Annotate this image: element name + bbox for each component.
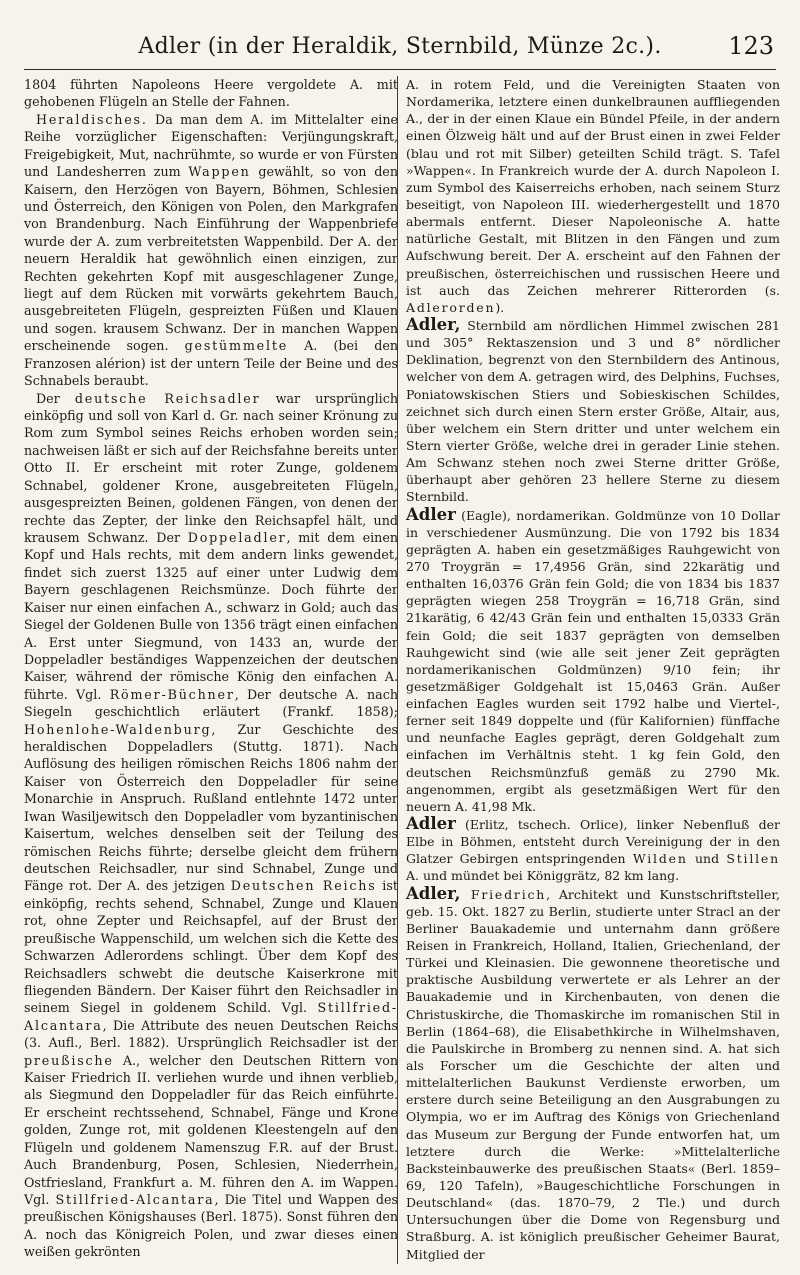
- reference-author: Stillfried-Alcantara: [55, 1192, 215, 1207]
- cross-reference: Adlerorden: [406, 299, 496, 315]
- text: Da man dem A. im Mittelalter eine Reihe vorzüglicher Eigenschaften: Verjüngungskraft, Freigebigkeit, Mut, nachrühmte, so wurde er von Fürsten und Landesherren zum: [24, 111, 398, 180]
- term: Wappen: [188, 164, 251, 180]
- term: Heraldisches.: [36, 111, 148, 127]
- term: gestümmelte: [184, 338, 289, 354]
- text: , Die Titel und Wappen des preußischen Königshauses (Berl. 1875). Sonst führen den A. noch das Königreich Polen, und zwar dieses einen weißen gekrönten: [24, 1192, 398, 1260]
- first-name: Friedrich: [460, 886, 547, 902]
- text: A. in rotem Feld, und die Vereinigten Staaten von Nordamerika, letztere einen dunkelbraunen auffliegenden A., der in der einen Klaue ein Bündel Pfeile, in der andern einen Ölzweig hält und auf der Brust einen in zwei Felder (blau und rot mit Silber) geteilten Schild trägt. S. Tafel »Wappen«. In Frankreich wurde der A. durch Napoleon I. zum Symbol des Kaiserreichs erhoben, nach seinem Sturz beseitigt, von Napoleon III. wiederhergestellt und 1870 abermals entfernt. Dieser Napoleonische A. hatte natürliche Gestalt, mit Blitzen in den Fängen und zum Aufschwung bereit. Der A. erscheint auf den Fahnen der preußischen, österreichischen und russischen Heere und ist auch das Zeichen mehrerer Ritterorden (s.: [406, 77, 780, 298]
- text: 1804 führten Napoleons Heere vergoldete A. mit gehobenen Flügeln an Stelle der Fahnen.: [24, 77, 398, 110]
- text: A. (bei den Franzosen alérion) ist der untern Teile der Beine und des Schnabels beraubt.: [24, 338, 399, 389]
- paragraph: [24, 76, 398, 111]
- text: , Der deutsche A. nach Siegeln geschichtlich erläutert (Frankf. 1858);: [24, 686, 398, 720]
- paragraph-heraldry: [24, 111, 398, 390]
- page-header: [0, 0, 800, 72]
- reference-author: Römer-Büchner: [109, 686, 235, 702]
- headword: Adler,: [406, 883, 461, 903]
- entry-text: , Architekt und Kunstschriftsteller, geb. 15. Okt. 1827 zu Berlin, studierte unter Stracl an der Berliner Bauakademie und unternahm dann größere Reisen in Frankreich, Holland, Italien, Griechenland, der Türkei und Kleinasien. Die gewonnene theoretische und praktische Ausbildung verwertete er als Lehrer an der Bauakademie und in Kirchenbauten, von denen die Christuskirche, die Thomaskirche im romanischen Stil in Berlin (1864–68), die Elisabethkirche in Wilhelmshaven, die Paulskirche in Bromberg zu nennen sind. A. hat sich als Forscher um die Geschichte der alten und mittelalterlichen Baukunst Verdienste erworben, um erstere durch seine Beteiligung an den Ausgrabungen zu Olympia, wo er im Auftrag des Königs von Griechenland das Museum zur Bergung der Funde entworfen hat, um letztere durch die Werke: »Mittelalterliche Backsteinbauwerke des preußischen Staats« (Berl. 1859–69, 120 Tafeln), »Baugeschichtliche Forschungen in Deutschland« (das. 1870–79, 2 Tle.) und durch Untersuchungen über die Dome von Regensburg und Straßburg. A. ist königlich preußischer Geheimer Baurat, Mitglied der: [406, 886, 781, 1262]
- term: Stillen: [726, 851, 780, 867]
- reference-author: Hohenlohe-Waldenburg: [24, 721, 212, 737]
- running-title: Adler (in der Heraldik, Sternbild, Münze 2c.).: [138, 34, 662, 59]
- entry-coin: [406, 506, 780, 816]
- text: , mit dem einen Kopf und Hals rechts, mit dem andern links gewendet, findet sich zuerst 1325 auf einer unter Ludwig dem Bayern geschlagenen Reichsmünze. Doch führte der Kaiser nur einen einfachen A., schwarz in Gold; auch das Siegel der Goldenen Bulle von 1356 trägt einen einfachen A. Erst unter Siegmund, von 1433 an, wurde der Doppeladler beständiges Wappenzeichen der deutschen Kaiser, während der römische König den einfachen A. führte. Vgl.: [24, 529, 398, 702]
- left-column: [24, 76, 398, 1261]
- headword: Adler: [406, 504, 456, 524]
- text: , Zur Geschichte des heraldischen Doppeladlers (Stuttg. 1871). Nach Auflösung des heiligen römischen Reichs 1806 nahm der Kaiser von Österreich den Doppeladler für seine Monarchie in Anspruch. Rußland entlehnte 1472 unter Iwan Wasiljewitsch den Doppeladler vom byzantinischen Kaisertum, welches denselben seit der Teilung des römischen Reichs führte; derselbe gleicht dem frühern deutschen Reichsadler, nur sind Schnabel, Zunge und Fänge rot. Der A. des jetzigen: [24, 721, 398, 894]
- text: A., welcher den Deutschen Rittern von Kaiser Friedrich II. verliehen wurde und ihnen verblieb, als Siegmund den Doppeladler für das Reich einführte. Er erscheint rechtssehend, Schnabel, Fänge und Krone golden, Zunge rot, mit goldenen Kleestengeln auf den Flügeln und goldenem Namenszug F.R. auf der Brust. Auch Brandenburg, Posen, Schlesien, Niederrhein, Ostfriesland, Frankfurt a. M. führen den A. im Wappen. Vgl.: [24, 1052, 398, 1207]
- entry-text: und: [687, 851, 727, 867]
- page-number: 123: [728, 32, 774, 60]
- entry-river: [406, 815, 780, 885]
- entry-text: A. und mündet bei Königgrätz, 82 km lang.: [406, 868, 680, 884]
- text: ist einköpfig, rechts sehend, Schnabel, Zunge und Klauen rot, ohne Zepter und Reichsapfel, auf der Brust der preußische Wappenschild, um welchen sich die Kette des Schwarzen Adlerordens schlingt. Über dem Kopf des Reichsadlers schwebt die deutsche Kaiserkrone mit fliegenden Bändern. Der Kaiser führt den Reichsadler in seinem Siegel in goldenem Schild. Vgl.: [24, 878, 398, 1016]
- text: Der: [36, 390, 75, 406]
- headword: Adler,: [406, 314, 461, 334]
- column-divider: [397, 76, 398, 1264]
- entry-constellation: [406, 316, 780, 506]
- headword: Adler: [406, 814, 456, 834]
- term: Doppeladler: [187, 529, 287, 545]
- term: Deutschen Reichs: [230, 878, 377, 894]
- term: preußische: [24, 1052, 114, 1068]
- term: Wilden: [632, 851, 688, 867]
- entry-text: (Eagle), nordamerikan. Goldmünze von 10 Dollar in verschiedener Ausmünzung. Die von 1792 bis 1834 geprägten A. haben ein gesetzmäßiges Rauhgewicht von 270 Troygrän = 17,4956 Grän, sind 22karätig und enthalten 16,0376 Grän fein Gold; die von 1834 bis 1837 geprägten wiegen 258 Troygrän = 16,718 Grän, sind 21karätig, 6 42/43 Grän fein und enthalten 15,0333 Grän fein Gold; die seit 1837 geprägten von demselben Rauhgewicht sind (wie alle seit jener Zeit geprägten nordamerikanischen Goldmünzen) 9/10 fein; ihr gesetzmäßiger Goldgehalt ist 15,0463 Grän. Außer einfachen Eagles wurden seit 1792 halbe und Viertel-, ferner seit 1849 doppelte und (für Kalifornien) fünffache und neunfache Eagles geprägt, deren Goldgehalt zum einfachen im Verhältnis steht. 1 kg fein Gold, den deutschen Reichsmünzfuß gemäß zu 2790 Mk. angenommen, ergibt als gesetzmäßigen Wert für den neuern A. 41,98 Mk.: [406, 507, 780, 814]
- paragraph: [406, 76, 780, 316]
- entry-text: Sternbild am nördlichen Himmel zwischen 281 und 305° Rektaszension und 3 und 8° nördlicher Deklination, begrenzt von den Sternbildern des Antinous, welcher von dem A. getragen wird, des Delphins, Fuchses, Poniatowskischen Stiers und Sobieskischen Schildes, zeichnet sich durch einen Stern erster Größe, Altair, aus, über welchem ein Stern dritter und unter welchem ein Stern vierter Größe, welche drei in gerader Linie stehen. Am Schwanz stehen noch zwei Sterne dritter Größe, überhaupt aber gehören 23 hellere Sterne zu diesem Sternbild.: [406, 317, 780, 505]
- term: deutsche Reichsadler: [74, 390, 261, 406]
- text: war ursprünglich einköpfig und soll von Karl d. Gr. nach seiner Krönung zu Rom zum Symbol seines Reichs erhoben worden sein; nachweisen läßt er sich auf der Reichsfahne bereits unter Otto II. Er erscheint mit roter Zunge, goldenem Schnabel, goldener Krone, ausgebreiteten Flügeln, ausgespreizten Beinen, goldenen Fängen, von denen der rechte das Zepter, der linke den Reichsapfel hält, und krausem Schwanz. Der: [24, 390, 398, 545]
- text: ).: [495, 299, 505, 315]
- entry-friedrich-adler: [406, 885, 780, 1263]
- entry-text: (Erlitz, tschech. Orlice), linker Nebenfluß der Elbe in Böhmen, entsteht durch Vereinigung der in den Glatzer Gebirgen entspringenden: [406, 817, 780, 867]
- reference-author: Stillfried-Alcantara: [24, 1000, 398, 1033]
- paragraph-reichsadler: [24, 390, 398, 1261]
- right-column: [406, 76, 780, 1263]
- header-rule: [24, 69, 776, 70]
- text: , Die Attribute des neuen Deutschen Reichs (3. Aufl., Berl. 1882). Ursprünglich Reichsadler ist der: [24, 1017, 398, 1051]
- text: gewählt, so von den Kaisern, den Herzögen von Bayern, Böhmen, Schlesien und Österreich, den Königen von Polen, den Markgrafen von Brandenburg. Nach Einführung der Wappenbriefe wurde der A. zum verbreitetsten Wappenbild. Der A. der neuern Heraldik hat gewöhnlich einen einzigen, zur Rechten gekehrten Kopf mit ausgeschlagener Zunge, liegt auf dem Rücken mit vorwärts gekehrtem Bauch, ausgebreiteten Flügeln, gespreizten Füßen und Klauen und sogen. krausem Schwanz. Der in manchen Wappen erscheinende sogen.: [24, 164, 398, 354]
